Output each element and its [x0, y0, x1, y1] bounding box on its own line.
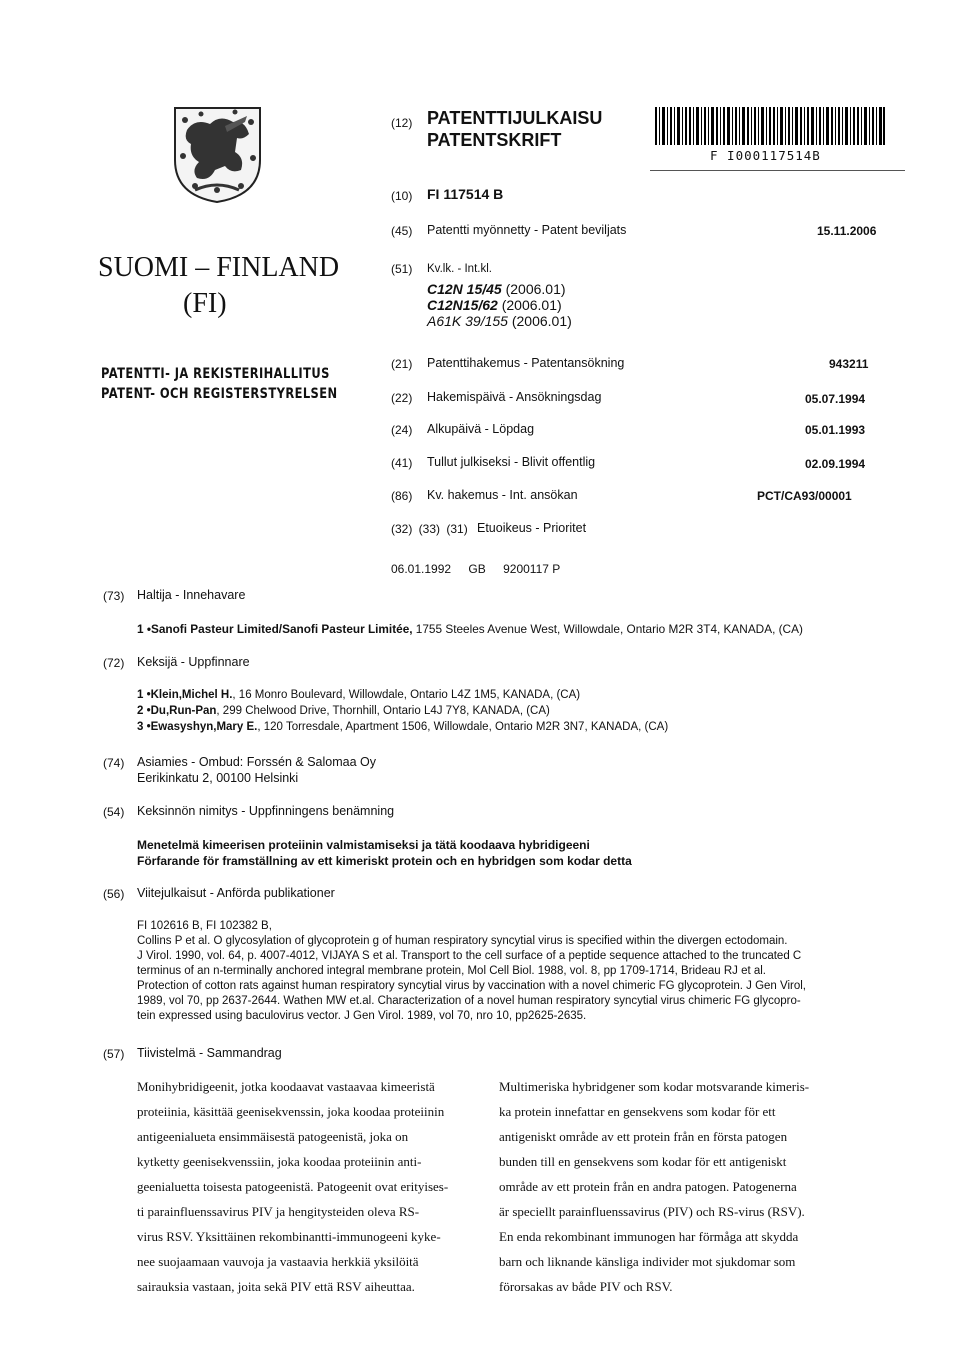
start-date-value: 05.01.1993: [805, 423, 866, 437]
filing-date-label: Hakemispäivä - Ansökningsdag: [427, 390, 602, 404]
ipc-class: C12N 15/45: [427, 281, 502, 297]
code-57: (57): [103, 1047, 125, 1061]
office-name-fi: PATENTTI- JA REKISTERIHALLITUS: [101, 366, 330, 382]
ipc-class-row: [427, 313, 572, 329]
inventor-address: , 120 Torresdale, Apartment 1506, Willowdale, Ontario M2R 3N7, KANADA, (CA): [257, 721, 669, 733]
abstract-sv-line: bunden till en gensekvens som kodar för ett antigeniskt: [499, 1154, 787, 1169]
agent-line-1: Asiamies - Ombud: Forssén & Salomaa Oy: [137, 755, 376, 769]
public-date-value: 02.09.1994: [805, 457, 866, 471]
priority-number: 9200117 P: [503, 562, 561, 576]
inventor-name: 1 •Klein,Michel H.: [137, 689, 233, 701]
code-54: (54): [103, 805, 125, 819]
citation-line: J Virol. 1990, vol. 64, p. 4007-4012, VIJAYA S et al. Transport to the cell surface of a peptide sequence attached to the truncated C: [137, 950, 802, 962]
inventor-name: 3 •Ewasyshyn,Mary E.: [137, 721, 258, 733]
inventor-address: , 16 Monro Boulevard, Willowdale, Ontario L4Z 1M5, KANADA, (CA): [232, 689, 581, 701]
intl-application-label: Kv. hakemus - Int. ansökan: [427, 488, 578, 502]
agent-line-2: Eerikinkatu 2, 00100 Helsinki: [137, 771, 299, 785]
priority-codes: (32) (33) (31): [391, 522, 468, 536]
citation-line: tein expressed using baculovirus vector. J Gen Virol. 1989, vol 70, nro 10, pp2625-2635.: [137, 1010, 587, 1022]
abstract-fi-line: kytketty geenisekvenssiin, joka koodaa proteiinin anti-: [137, 1154, 422, 1169]
publication-type-fi: PATENTTIJULKAISU: [427, 108, 603, 128]
code-24: (24): [391, 423, 413, 437]
inventor-name: 2 •Du,Run-Pan: [137, 705, 217, 717]
inventor-address: , 299 Chelwood Drive, Thornhill, Ontario L4J 7Y8, KANADA, (CA): [216, 705, 550, 717]
citations-label: Viitejulkaisut - Anförda publikationer: [137, 886, 335, 900]
start-date-label: Alkupäivä - Löpdag: [427, 422, 535, 436]
office-name-sv: PATENT- OCH REGISTERSTYRELSEN: [101, 386, 338, 402]
country-code: (FI): [183, 288, 227, 319]
abstract-fi-line: ti parainfluenssavirus PIV ja hengitysteiden oleva RS-: [137, 1204, 420, 1219]
grant-date-value: 15.11.2006: [817, 224, 877, 238]
intl-application-value: PCT/CA93/00001: [757, 489, 852, 503]
abstract-sv-line: område av ett protein från en andra patogen. Patogenerna: [499, 1179, 797, 1194]
code-10: (10): [391, 189, 413, 203]
code-74: (74): [103, 756, 125, 770]
title-fi: Menetelmä kimeerisen proteiinin valmistamiseksi ja tätä koodaava hybridigeeni: [137, 838, 590, 852]
code-41: (41): [391, 456, 413, 470]
ipc-label: Kv.lk. - Int.kl.: [427, 263, 492, 275]
abstract-fi-line: Monihybridigeenit, jotka koodaavat vastaavaa kimeeristä: [137, 1079, 435, 1094]
priority-row: [391, 562, 560, 576]
ipc-version: (2006.01): [501, 297, 562, 313]
ipc-class-row: [427, 281, 566, 297]
inventors-label: Keksijä - Uppfinnare: [137, 655, 250, 669]
title-sv: Förfarande för framställning av ett kimeriskt protein och en hybridgen som kodar detta: [137, 854, 632, 868]
coat-of-arms-emblem: [165, 100, 270, 205]
abstract-sv-line: förorsakas av både PIV och RSV.: [499, 1279, 673, 1294]
ipc-version: (2006.01): [505, 281, 566, 297]
publication-type-sv: PATENTSKRIFT: [427, 130, 562, 150]
owner-entry: [137, 622, 803, 636]
abstract-sv-line: antigeniskt område av ett protein från en första patogen: [499, 1129, 788, 1144]
code-86: (86): [391, 489, 413, 503]
citation-line: FI 102616 B, FI 102382 B,: [137, 920, 272, 932]
barcode: [655, 107, 885, 145]
abstract-fi-line: antigeenialueta ensimmäisestä patogeenistä, joka on: [137, 1129, 409, 1144]
owner-name: 1 •Sanofi Pasteur Limited/Sanofi Pasteur Limitée,: [137, 622, 413, 636]
code-22: (22): [391, 391, 413, 405]
public-date-label: Tullut julkiseksi - Blivit offentlig: [427, 455, 596, 469]
inventor-entry: [137, 705, 550, 717]
citation-line: terminus of an n-terminally anchored integral membrane protein, Mol Cell Biol. 1988, vol. 8, pp 1709-1714, Brideau RJ et al.: [137, 965, 767, 977]
abstract-sv-line: barn och liknande känsliga individer mot sjukdomar som: [499, 1254, 796, 1269]
code-12: (12): [391, 116, 413, 130]
ipc-class: C12N15/62: [427, 297, 498, 313]
code-56: (56): [103, 887, 125, 901]
owner-label: Haltija - Innehavare: [137, 588, 246, 602]
code-45: (45): [391, 224, 413, 238]
priority-label: Etuoikeus - Prioritet: [477, 521, 587, 535]
code-73: (73): [103, 589, 125, 603]
inventor-entry: [137, 689, 580, 701]
abstract-fi-line: geenialuetta toisesta patogeenistä. Patogeenit ovat erityises-: [137, 1179, 449, 1194]
abstract-sv-line: En enda rekombinant immunogen har förmåga att skydda: [499, 1229, 799, 1244]
owner-address: 1755 Steeles Avenue West, Willowdale, Ontario M2R 3T4, KANADA, (CA): [412, 622, 803, 636]
abstract-sv-line: ka protein innefattar en gensekvens som kodar för ett: [499, 1104, 776, 1119]
citation-line: Collins P et al. O glycosylation of glycoprotein g of human respiratory syncytial virus is specified within the divergen ectodomain.: [137, 935, 788, 947]
barcode-text: F I000117514B: [710, 148, 821, 163]
citation-line: 1989, vol 70, pp 2637-2644. Wathen MW et.al. Characterization of a novel human respiratory syncytial virus chimeric FG glycopro-: [137, 995, 801, 1007]
publication-number: FI 117514 B: [427, 186, 504, 202]
application-number-label: Patenttihakemus - Patentansökning: [427, 356, 625, 370]
abstract-sv-line: Multimeriska hybridgener som kodar motsvarande kimeris-: [499, 1079, 810, 1094]
code-72: (72): [103, 656, 125, 670]
abstract-sv-line: är speciellt parainfluenssavirus (PIV) och RS-virus (RSV).: [499, 1204, 805, 1219]
abstract-fi-line: virus RSV. Yksittäinen rekombinantti-immunogeeni kyke-: [137, 1229, 441, 1244]
abstract-fi-line: sairauksia vastaan, joita sekä PIV että RSV aiheuttaa.: [137, 1279, 415, 1294]
ipc-class-row: [427, 297, 562, 313]
ipc-class: A61K 39/155: [427, 313, 508, 329]
barcode-underline: [650, 170, 905, 171]
code-51: (51): [391, 262, 413, 276]
title-label: Keksinnön nimitys - Uppfinningens benämning: [137, 804, 395, 818]
country-name: SUOMI – FINLAND: [98, 252, 340, 283]
grant-date-label: Patentti myönnetty - Patent beviljats: [427, 223, 627, 237]
filing-date-value: 05.07.1994: [805, 392, 866, 406]
application-number-value: 943211: [829, 357, 869, 371]
abstract-fi-line: nee suojaamaan vauvoja ja vastaavia herkkiä yksilöitä: [137, 1254, 419, 1269]
abstract-label: Tiivistelmä - Sammandrag: [137, 1046, 282, 1060]
ipc-version: (2006.01): [511, 313, 572, 329]
citation-line: Protection of cotton rats against human respiratory syncytial virus by vaccination with a novel chimeric FG glycoprotein. J Gen Virol,: [137, 980, 806, 992]
code-21: (21): [391, 357, 413, 371]
abstract-fi-line: proteiinia, käsittää geenisekvenssin, joka koodaa proteiinin: [137, 1104, 445, 1119]
priority-date: 06.01.1992: [391, 562, 452, 576]
priority-country: GB: [468, 562, 486, 576]
inventor-entry: [137, 721, 668, 733]
